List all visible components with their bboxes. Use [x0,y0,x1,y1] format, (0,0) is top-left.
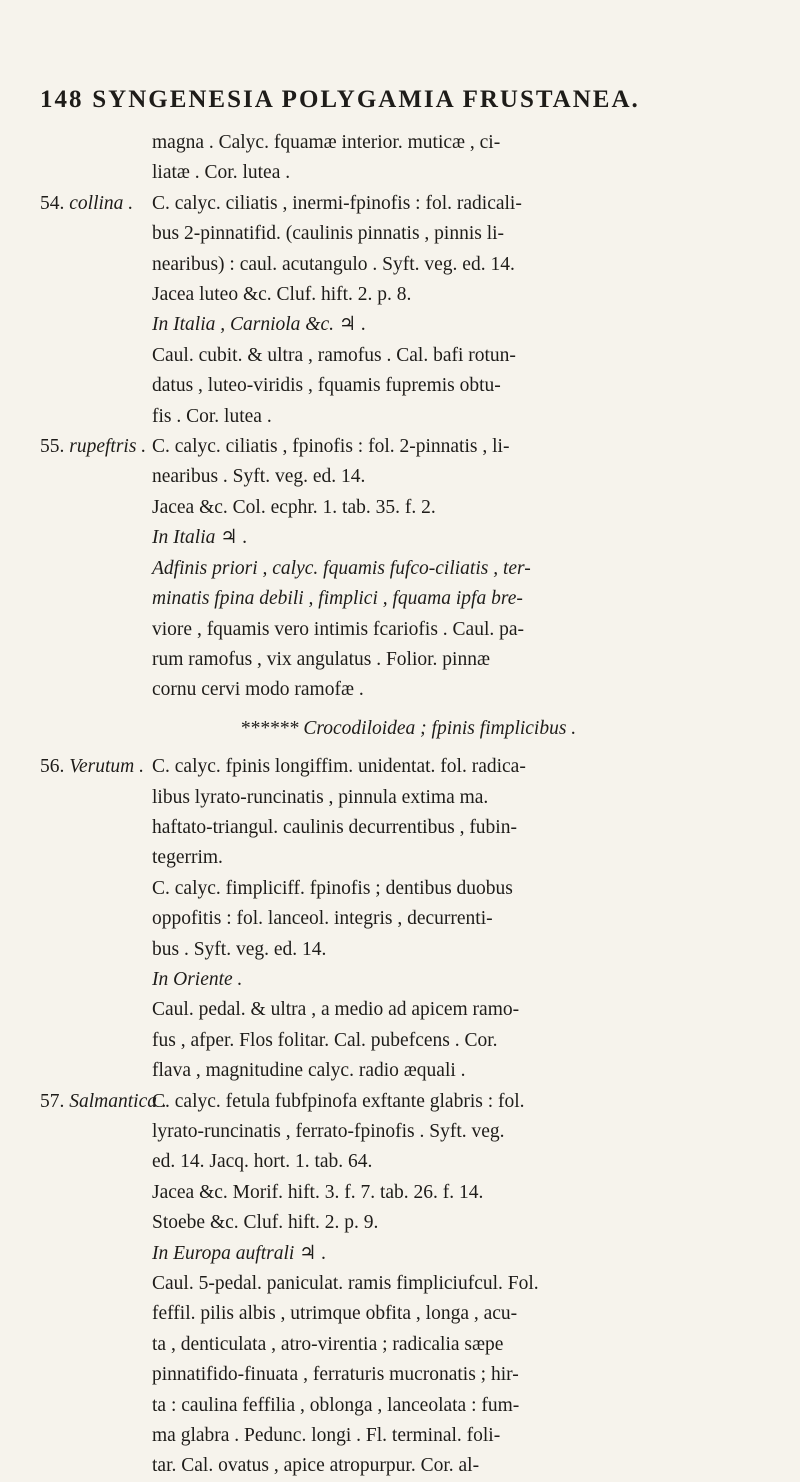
species-name: collina . [69,192,134,214]
body-line: lyrato-runcinatis , ferrato-fpinofis . Syft. veg. [152,1121,505,1142]
body-line: bus 2-pinnatifid. (caulinis pinnatis , pinnis li- [152,223,505,245]
body-line: Stoebe &c. Cluf. hift. 2. p. 9. [152,1212,379,1234]
body-line: tegerrim. [152,847,223,869]
body-line: C. calyc. fetula fubfpinofa exftante glabris : fol. [152,1090,525,1112]
body-line: nearibus . Syft. veg. ed. 14. [152,466,366,488]
species-label [40,752,152,782]
body-line: pinnatifido-finuata , ferraturis mucronatis ; hir- [152,1364,519,1386]
body-line: feffil. pilis albis , utrimque obfita , longa , acu- [152,1303,518,1325]
body-line: In Europa auftrali ♃ . [152,1242,327,1264]
species-name: Verutum . [69,756,144,778]
body-line: Caul. pedal. & ultra , a medio ad apicem ramo- [152,999,520,1021]
body-line: fis . Cor. lutea . [152,405,272,427]
body-line: In Oriente . [152,968,243,990]
body-line: C. calyc. ciliatis , fpinofis : fol. 2-pinnatis , li- [152,436,510,458]
body-line: Caul. cubit. & ultra , ramofus . Cal. bafi rotun- [152,344,516,366]
species-name: Salmantica . [69,1090,167,1112]
species-number: 55. [40,436,65,458]
page-body [40,128,780,1482]
body-line: liatæ . Cor. lutea . [152,162,291,184]
body-line: libus lyrato-runcinatis , pinnula extima ma. [152,786,489,808]
body-line: bus . Syft. veg. ed. 14. [152,938,327,960]
body-line: Jacea luteo &c. Cluf. hift. 2. p. 8. [152,284,412,306]
body-line: nearibus) : caul. acutangulo . Syft. veg. ed. 14. [152,253,515,275]
species-entry-heading [40,752,780,782]
body-line: magna . Calyc. fquamæ interior. muticæ , ci- [152,132,501,153]
section-heading: ****** Crocodiloidea ; fpinis fimplicibus . [240,717,577,739]
body-line: fus , afper. Flos folitar. Cal. pubefcens . Cor. [152,1029,498,1051]
species-number: 54. [40,192,65,214]
body-line: In Italia , Carniola &c. ♃ . [152,314,367,336]
body-line: Jacea &c. Morif. hift. 3. f. 7. tab. 26. f. 14. [152,1181,484,1203]
body-line: oppofitis : fol. lanceol. integris , decurrenti- [152,908,493,930]
body-line: datus , luteo-viridis , fquamis fupremis obtu- [152,375,501,397]
body-line: minatis fpina debili , fimplici , fquama ipfa bre- [152,588,523,610]
body-line: viore , fquamis vero intimis fcariofis . Caul. pa- [152,618,525,640]
species-name: rupeftris . [69,436,147,458]
body-line: C. calyc. fimpliciff. fpinofis ; dentibus duobus [152,877,513,899]
body-line: C. calyc. ciliatis , inermi-fpinofis : fol. radicali- [152,192,522,214]
species-entry-heading [40,189,780,219]
body-line: rum ramofus , vix angulatus . Folior. pinnæ [152,648,490,670]
species-label [40,432,152,462]
body-line: ta , denticulata , atro-virentia ; radicalia sæpe [152,1333,504,1355]
body-line: haftato-triangul. caulinis decurrentibus , fubin- [152,816,517,838]
body-line: In Italia ♃ . [152,527,248,549]
species-entry-heading [40,1087,780,1117]
species-label [40,1087,167,1117]
body-line: Jacea &c. Col. ecphr. 1. tab. 35. f. 2. [152,496,436,518]
body-line: Adfinis priori , calyc. fquamis fufco-ciliatis , ter- [152,557,531,579]
species-label [40,189,152,219]
body-line: tar. Cal. ovatus , apice atropurpur. Cor. al- [152,1455,480,1477]
species-number: 56. [40,756,65,778]
page-number: 148 [40,86,84,113]
page-header [40,86,760,114]
body-line: flava , magnitudine calyc. radio æquali . [152,1060,466,1082]
species-number: 57. [40,1090,65,1112]
body-line: C. calyc. fpinis longiffim. unidentat. fol. radica- [152,756,526,778]
body-line: ta : caulina feffilia , oblonga , lanceolata : fum- [152,1394,520,1416]
body-line: cornu cervi modo ramofæ . [152,679,364,701]
body-line: ma glabra . Pedunc. longi . Fl. terminal. foli- [152,1425,501,1447]
body-line: ed. 14. Jacq. hort. 1. tab. 64. [152,1151,373,1173]
running-title: SYNGENESIA POLYGAMIA FRUSTANEA. [92,86,640,113]
body-line: Caul. 5-pedal. paniculat. ramis fimpliciufcul. Fol. [152,1273,539,1295]
species-entry-heading [40,432,780,462]
